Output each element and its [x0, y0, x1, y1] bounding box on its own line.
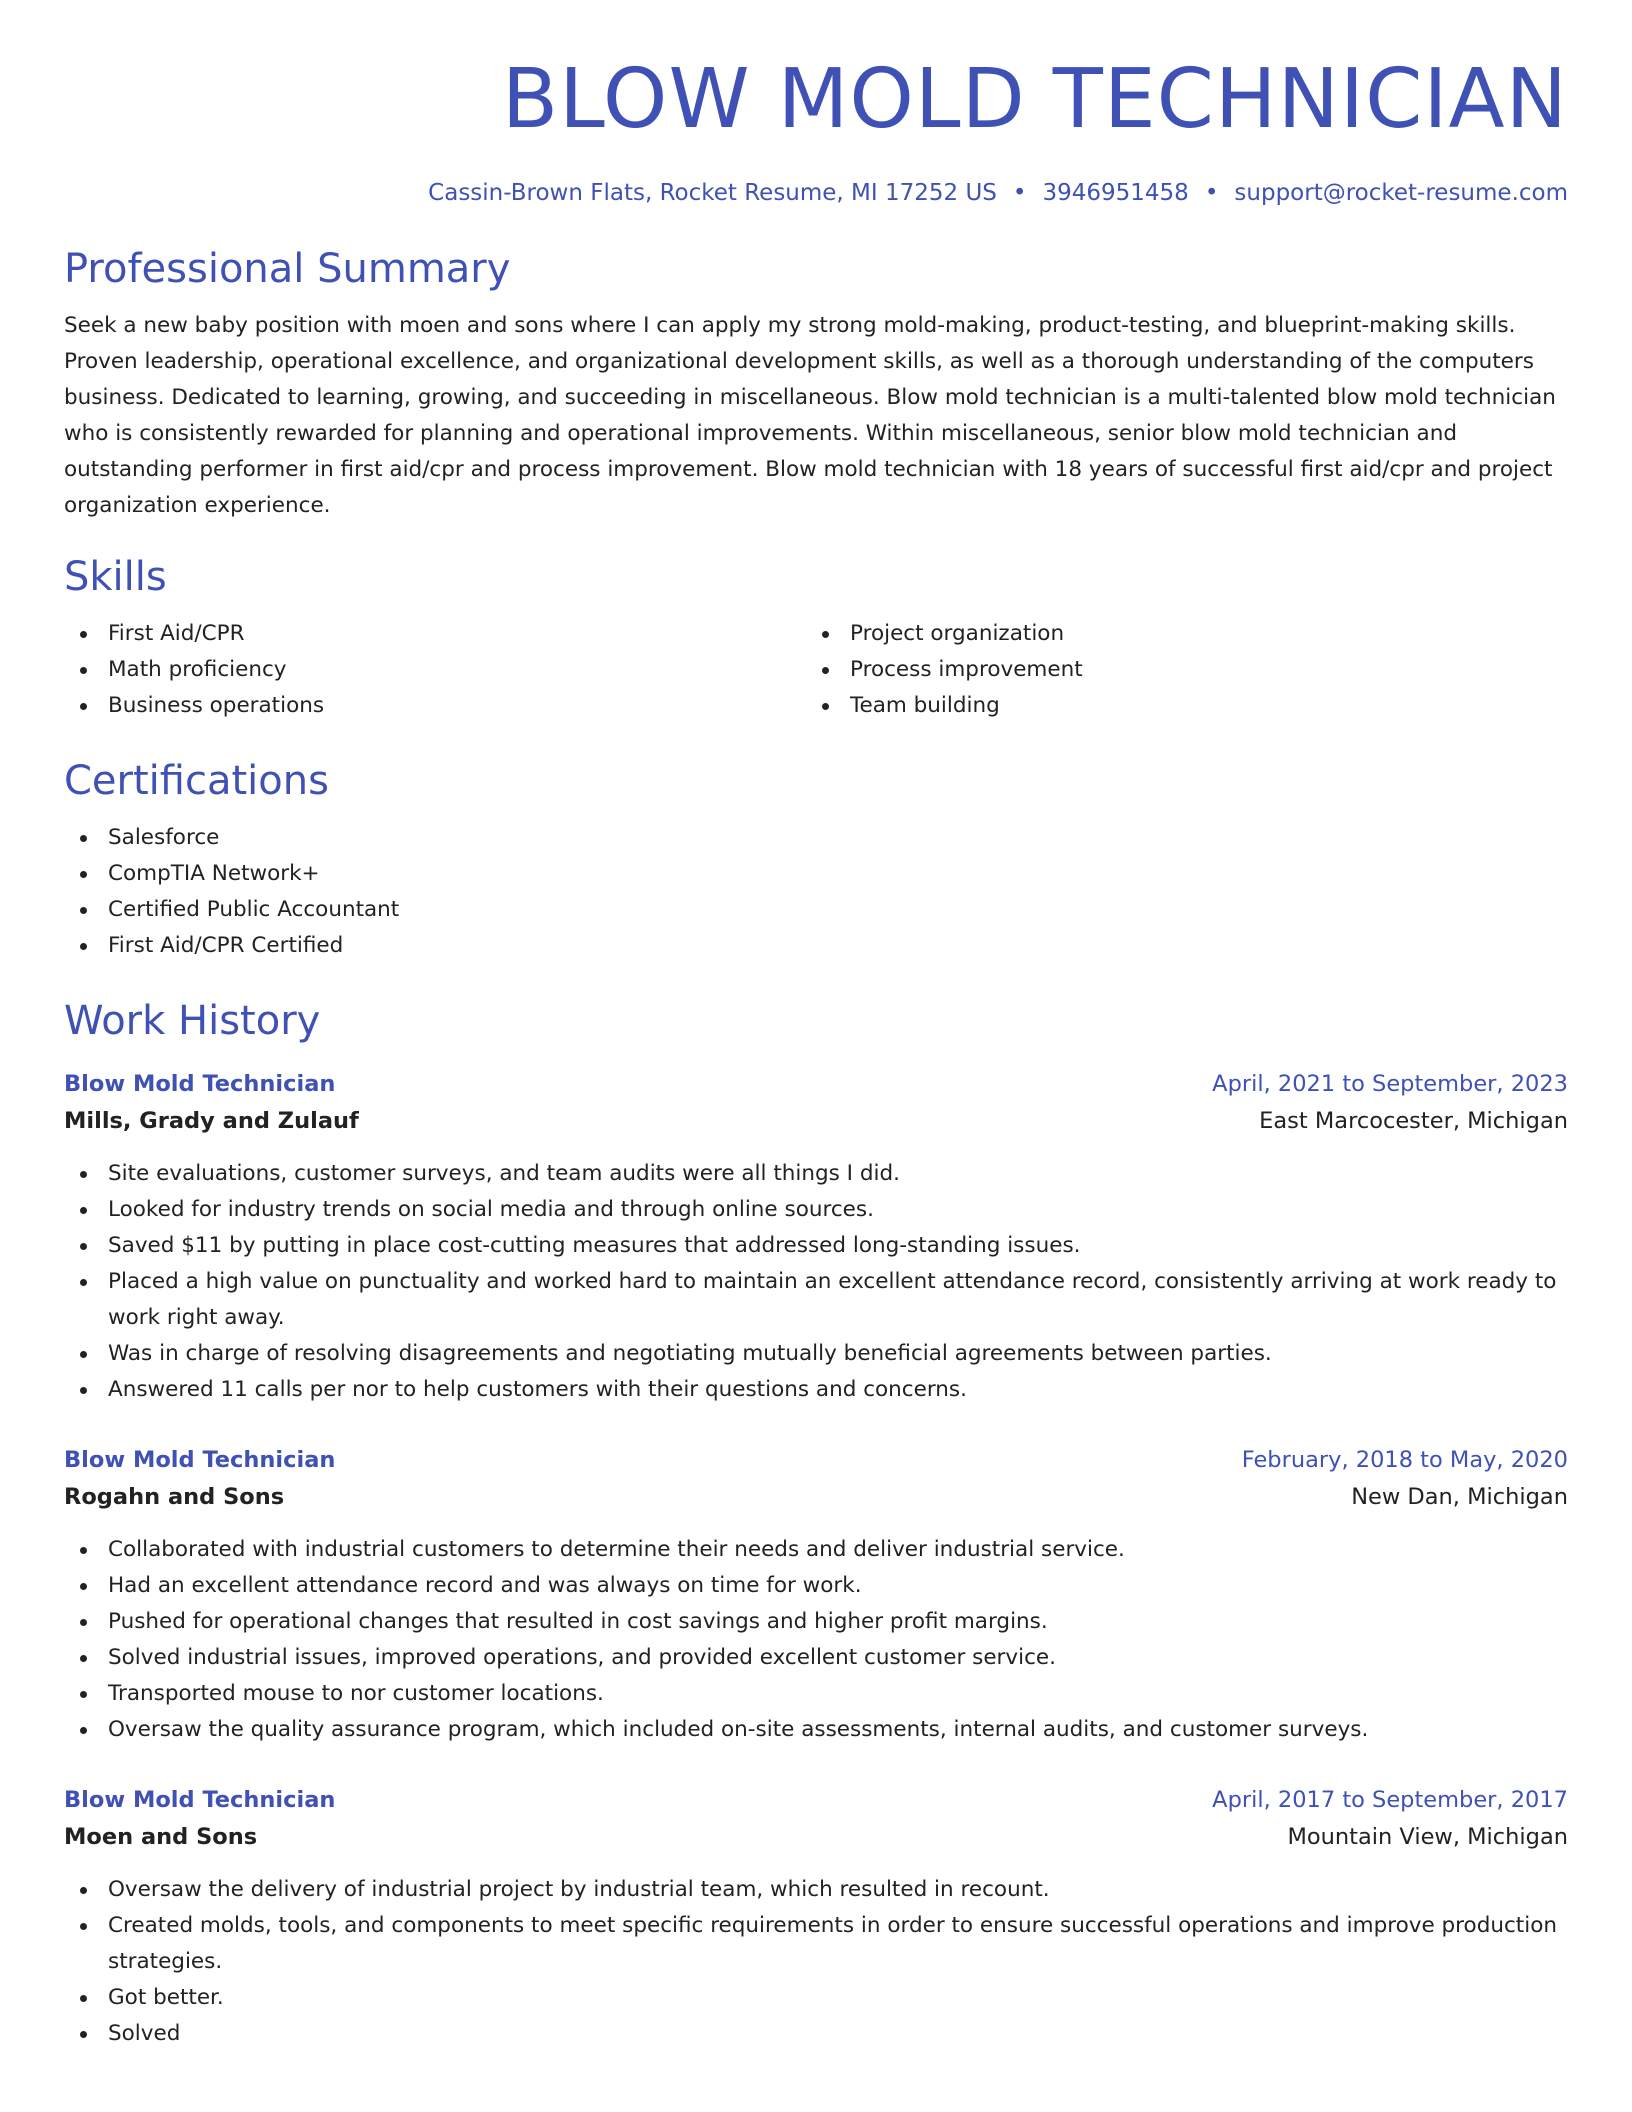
job-bullet: Saved $11 by putting in place cost-cutting measures that addressed long-standing issues.: [64, 1228, 1568, 1264]
job-bullet: Transported mouse to nor customer locations.: [64, 1676, 1568, 1712]
contact-separator: •: [1204, 180, 1219, 206]
job-entry: [64, 1782, 1568, 2052]
job-dates: April, 2017 to September, 2017: [1212, 1787, 1568, 1813]
job-bullet: Oversaw the quality assurance program, which included on-site assessments, internal audits, and customer surveys.: [64, 1712, 1568, 1748]
skill-item: Process improvement: [806, 652, 1548, 688]
job-bullet: Pushed for operational changes that resulted in cost savings and higher profit margins.: [64, 1604, 1568, 1640]
section-title-skills: Skills: [64, 554, 167, 600]
skills-list-left: [64, 616, 806, 724]
certification-item: First Aid/CPR Certified: [64, 928, 1568, 964]
skills-grid: [64, 616, 1568, 724]
job-bullet: Solved industrial issues, improved operations, and provided excellent customer service.: [64, 1640, 1568, 1676]
section-title-work-history: Work History: [64, 998, 321, 1044]
certification-item: CompTIA Network+: [64, 856, 1568, 892]
certification-item: Certified Public Accountant: [64, 892, 1568, 928]
job-bullets: [64, 1532, 1568, 1748]
skill-item: Project organization: [806, 616, 1548, 652]
skill-item: Team building: [806, 688, 1548, 724]
job-bullet: Had an excellent attendance record and was always on time for work.: [64, 1568, 1568, 1604]
job-company-row: [64, 1818, 1568, 1856]
job-bullet: Looked for industry trends on social media and through online sources.: [64, 1192, 1568, 1228]
job-bullet: Created molds, tools, and components to meet specific requirements in order to ensure successful operations and improve production strategies.: [64, 1908, 1568, 1980]
job-location: Mountain View, Michigan: [1287, 1824, 1568, 1850]
job-location: New Dan, Michigan: [1351, 1484, 1568, 1510]
job-company: Mills, Grady and Zulauf: [64, 1108, 359, 1134]
job-header-row: [64, 1066, 1568, 1102]
certifications-list: [64, 820, 1568, 964]
job-location: East Marcocester, Michigan: [1259, 1108, 1568, 1134]
job-bullet: Site evaluations, customer surveys, and team audits were all things I did.: [64, 1156, 1568, 1192]
job-bullet: Collaborated with industrial customers to determine their needs and deliver industrial service.: [64, 1532, 1568, 1568]
certification-item: Salesforce: [64, 820, 1568, 856]
job-bullet: Got better.: [64, 1980, 1568, 2016]
resume-name: BLOW MOLD TECHNICIAN: [501, 52, 1568, 147]
section-title-certifications: Certifications: [64, 758, 329, 804]
job-header-row: [64, 1782, 1568, 1818]
skill-item: Business operations: [64, 688, 806, 724]
job-company-row: [64, 1102, 1568, 1140]
job-header-row: [64, 1442, 1568, 1478]
contact-address: Cassin-Brown Flats, Rocket Resume, MI 17252 US: [428, 180, 997, 206]
job-bullet: Placed a high value on punctuality and worked hard to maintain an excellent attendance record, consistently arriving at work ready to work right away.: [64, 1264, 1568, 1336]
contact-phone: 3946951458: [1042, 180, 1189, 206]
contact-separator: •: [1012, 180, 1027, 206]
job-title: Blow Mold Technician: [64, 1447, 336, 1473]
skills-list-right: [806, 616, 1548, 724]
skill-item: Math proficiency: [64, 652, 806, 688]
job-bullet: Oversaw the delivery of industrial project by industrial team, which resulted in recount.: [64, 1872, 1568, 1908]
contact-email[interactable]: support@rocket-resume.com: [1234, 180, 1568, 206]
job-title: Blow Mold Technician: [64, 1787, 336, 1813]
job-company: Moen and Sons: [64, 1824, 258, 1850]
job-bullets: [64, 1156, 1568, 1408]
skill-item: First Aid/CPR: [64, 616, 806, 652]
job-dates: April, 2021 to September, 2023: [1212, 1071, 1568, 1097]
summary-text: Seek a new baby position with moen and sons where I can apply my strong mold-making, product-testing, and blueprint-making skills. Proven leadership, operational excellence, and organizational development skills, as well as a thorough understanding of the computers business. Dedicated to learning, growing, and succeeding in miscellaneous. Blow mold technician is a multi-talented blow mold technician who is consistently rewarded for planning and operational improvements. Within miscellaneous, senior blow mold technician and outstanding performer in first aid/cpr and process improvement. Blow mold technician with 18 years of successful first aid/cpr and project organization experience.: [64, 313, 1556, 518]
job-bullet: Was in charge of resolving disagreements and negotiating mutually beneficial agreements between parties.: [64, 1336, 1568, 1372]
job-company: Rogahn and Sons: [64, 1484, 285, 1510]
job-entry: [64, 1066, 1568, 1408]
job-bullet: Solved: [64, 2016, 1568, 2052]
section-title-summary: Professional Summary: [64, 246, 511, 292]
resume-page: [64, 50, 1568, 2052]
job-company-row: [64, 1478, 1568, 1516]
contact-line: [64, 178, 1568, 208]
job-entry: [64, 1442, 1568, 1748]
job-title: Blow Mold Technician: [64, 1071, 336, 1097]
job-dates: February, 2018 to May, 2020: [1241, 1447, 1568, 1473]
job-bullets: [64, 1872, 1568, 2052]
job-bullet: Answered 11 calls per nor to help customers with their questions and concerns.: [64, 1372, 1568, 1408]
